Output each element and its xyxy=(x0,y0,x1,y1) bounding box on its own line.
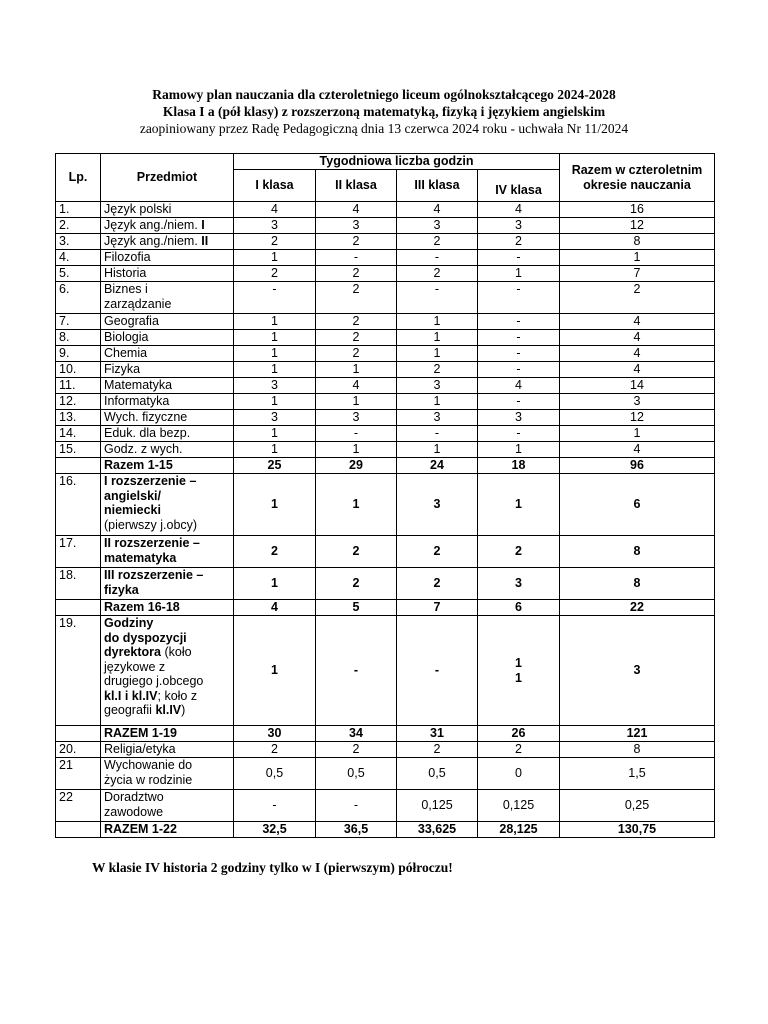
row-class-4 xyxy=(478,616,560,726)
subtotal-row xyxy=(56,600,715,616)
row-class-4: 3 xyxy=(478,410,560,426)
subject-line1: Godziny xyxy=(104,616,154,630)
row-total: 121 xyxy=(560,726,715,742)
row-class-3: 3 xyxy=(397,410,478,426)
row-class-4: 1 xyxy=(478,474,560,536)
row-lp: 9. xyxy=(56,346,101,362)
table-row xyxy=(56,758,715,790)
row-class-2: 1 xyxy=(316,362,397,378)
document-title: Ramowy plan nauczania dla czteroletniego liceum ogólnokształcącego 2024-2028 xyxy=(152,87,616,102)
header-total-line1: Razem w czteroletnim xyxy=(571,163,703,177)
row-lp: 8. xyxy=(56,330,101,346)
table-row xyxy=(56,250,715,266)
row-total: 4 xyxy=(560,314,715,330)
subject-line3: dyrektora xyxy=(104,645,161,659)
row-class-1: 1 xyxy=(234,346,316,362)
row-lp: 19. xyxy=(56,616,101,726)
header-subject: Przedmiot xyxy=(101,154,234,202)
row-class-2: 3 xyxy=(316,410,397,426)
table-row xyxy=(56,394,715,410)
row-class-3: 24 xyxy=(397,458,478,474)
row-class-1: 1 xyxy=(234,474,316,536)
subject-line2: angielski/ xyxy=(104,488,161,503)
approval-note: zaopiniowany przez Radę Pedagogiczną dnia 13 czerwca 2024 roku - uchwała Nr 11/2024 xyxy=(139,121,629,136)
row-class-1: 1 xyxy=(234,616,316,726)
header-class-1: I klasa xyxy=(234,170,316,202)
subject-line7: geografii xyxy=(104,703,156,717)
subject-line1: I rozszerzenie – xyxy=(104,474,197,488)
row-subject: Filozofia xyxy=(101,250,234,266)
subject-level: II xyxy=(201,234,209,249)
row-class-1: 2 xyxy=(234,742,316,758)
row-class-2: 2 xyxy=(316,330,397,346)
table-row xyxy=(56,474,715,536)
row-total: 3 xyxy=(560,616,715,726)
table-row xyxy=(56,568,715,600)
row-class-1: 1 xyxy=(234,362,316,378)
row-class-2: 2 xyxy=(316,234,397,250)
row-lp xyxy=(56,600,101,616)
row-class-2: 2 xyxy=(316,282,397,314)
row-total: 8 xyxy=(560,536,715,568)
subject-line6-rest: ; koło z xyxy=(157,688,198,703)
row-lp: 10. xyxy=(56,362,101,378)
row-total: 2 xyxy=(560,282,715,314)
row-subject xyxy=(101,282,234,314)
row-lp: 14. xyxy=(56,426,101,442)
row-subject xyxy=(101,218,234,234)
row-class-1: 3 xyxy=(234,410,316,426)
row-class-4: 2 xyxy=(478,742,560,758)
row-class-4: 18 xyxy=(478,458,560,474)
subject-line7-bold: kl.IV xyxy=(155,703,182,717)
row-class-2: - xyxy=(316,790,397,822)
row-class-3: 2 xyxy=(397,536,478,568)
row-class-2: 3 xyxy=(316,218,397,234)
row-class-1: 1 xyxy=(234,250,316,266)
header-total-line2: okresie nauczania xyxy=(583,177,691,192)
row-subject xyxy=(101,536,234,568)
subject-line3-rest: (koło xyxy=(160,645,192,659)
row-lp xyxy=(56,822,101,838)
row-class-4: 26 xyxy=(478,726,560,742)
row-class-3: 1 xyxy=(397,314,478,330)
row-class-1: 1 xyxy=(234,442,316,458)
subject-line4: (pierwszy j.obcy) xyxy=(104,517,198,532)
row-class-2: - xyxy=(316,616,397,726)
subject-line2: fizyka xyxy=(104,582,139,597)
row-class-1: 1 xyxy=(234,314,316,330)
row-class-2: 29 xyxy=(316,458,397,474)
class4-value-1: 1 xyxy=(515,656,522,670)
row-total: 96 xyxy=(560,458,715,474)
subject-line2: zarządzanie xyxy=(104,296,172,311)
row-class-4: 28,125 xyxy=(478,822,560,838)
row-class-2: 5 xyxy=(316,600,397,616)
footnote: W klasie IV historia 2 godziny tylko w I (pierwszym) półroczu! xyxy=(92,860,453,875)
row-lp: 7. xyxy=(56,314,101,330)
subject-line1: Biznes i xyxy=(104,282,148,296)
subtotal-row xyxy=(56,458,715,474)
subject-line2: do dyspozycji xyxy=(104,630,187,645)
row-class-1: 1 xyxy=(234,568,316,600)
row-class-3: - xyxy=(397,282,478,314)
row-total: 130,75 xyxy=(560,822,715,838)
row-class-4: 4 xyxy=(478,378,560,394)
row-lp: 11. xyxy=(56,378,101,394)
row-class-3: 2 xyxy=(397,742,478,758)
subject-line5: drugiego j.obcego xyxy=(104,674,204,688)
subject-line7-end: ) xyxy=(181,703,186,717)
row-lp: 1. xyxy=(56,202,101,218)
row-class-2: 4 xyxy=(316,202,397,218)
row-class-2: 2 xyxy=(316,742,397,758)
row-class-4: - xyxy=(478,362,560,378)
row-class-1: 2 xyxy=(234,266,316,282)
row-class-4: - xyxy=(478,394,560,410)
header-class-2: II klasa xyxy=(316,170,397,202)
header-lp: Lp. xyxy=(56,154,101,202)
row-class-3: 1 xyxy=(397,330,478,346)
subject-line1: Doradztwo xyxy=(104,790,164,804)
table-row xyxy=(56,330,715,346)
row-class-1: 3 xyxy=(234,218,316,234)
row-class-4: - xyxy=(478,282,560,314)
row-total: 22 xyxy=(560,600,715,616)
table-row xyxy=(56,218,715,234)
row-subject xyxy=(101,790,234,822)
row-class-2: - xyxy=(316,250,397,266)
row-subject: Fizyka xyxy=(101,362,234,378)
row-lp: 4. xyxy=(56,250,101,266)
row-class-3: 1 xyxy=(397,394,478,410)
row-class-4: 1 xyxy=(478,266,560,282)
table-row xyxy=(56,378,715,394)
table-row xyxy=(56,536,715,568)
row-total: 4 xyxy=(560,362,715,378)
row-class-1: 1 xyxy=(234,394,316,410)
row-class-3: 3 xyxy=(397,378,478,394)
row-total: 4 xyxy=(560,330,715,346)
header-weekly-hours: Tygodniowa liczba godzin xyxy=(234,154,560,170)
row-class-4: 3 xyxy=(478,218,560,234)
row-class-4: 3 xyxy=(478,568,560,600)
row-class-1: 30 xyxy=(234,726,316,742)
table-row xyxy=(56,616,715,726)
subject-line4: językowe z xyxy=(104,659,166,674)
row-class-4: - xyxy=(478,314,560,330)
row-lp: 16. xyxy=(56,474,101,536)
row-class-2: 2 xyxy=(316,314,397,330)
subtotal-row xyxy=(56,726,715,742)
row-total: 14 xyxy=(560,378,715,394)
row-lp: 6. xyxy=(56,282,101,314)
table-row xyxy=(56,266,715,282)
table-row xyxy=(56,362,715,378)
row-class-4: 2 xyxy=(478,536,560,568)
row-subject: Historia xyxy=(101,266,234,282)
subject-line2: zawodowe xyxy=(104,804,164,819)
subject-line2: życia w rodzinie xyxy=(104,772,193,787)
row-lp xyxy=(56,458,101,474)
row-lp: 13. xyxy=(56,410,101,426)
subject-text: Język ang./niem. xyxy=(104,218,202,233)
row-subject xyxy=(101,568,234,600)
row-class-2: 2 xyxy=(316,266,397,282)
row-class-1: 4 xyxy=(234,202,316,218)
row-class-1: 1 xyxy=(234,426,316,442)
row-class-2: 1 xyxy=(316,442,397,458)
row-class-3: 2 xyxy=(397,234,478,250)
subject-line3: niemiecki xyxy=(104,503,161,517)
row-total: 12 xyxy=(560,410,715,426)
row-subject: Eduk. dla bezp. xyxy=(101,426,234,442)
row-class-1: 32,5 xyxy=(234,822,316,838)
row-class-2: 34 xyxy=(316,726,397,742)
row-total: 1,5 xyxy=(560,758,715,790)
table-row xyxy=(56,202,715,218)
row-class-4: 6 xyxy=(478,600,560,616)
row-class-3: 7 xyxy=(397,600,478,616)
subtotal-label: RAZEM 1-19 xyxy=(101,726,234,742)
row-class-3: - xyxy=(397,616,478,726)
row-class-2: - xyxy=(316,426,397,442)
row-lp xyxy=(56,726,101,742)
row-lp: 18. xyxy=(56,568,101,600)
row-class-3: 0,5 xyxy=(397,758,478,790)
row-class-2: 1 xyxy=(316,474,397,536)
curriculum-table xyxy=(55,153,715,838)
row-class-4: 2 xyxy=(478,234,560,250)
row-class-3: 2 xyxy=(397,362,478,378)
row-total: 7 xyxy=(560,266,715,282)
table-row xyxy=(56,426,715,442)
row-subject: Godz. z wych. xyxy=(101,442,234,458)
row-total: 8 xyxy=(560,234,715,250)
row-subject: Religia/etyka xyxy=(101,742,234,758)
row-class-3: 33,625 xyxy=(397,822,478,838)
row-class-1: 1 xyxy=(234,330,316,346)
row-total: 1 xyxy=(560,250,715,266)
row-total: 3 xyxy=(560,394,715,410)
row-class-2: 2 xyxy=(316,346,397,362)
row-lp: 15. xyxy=(56,442,101,458)
header-class-4: IV klasa xyxy=(478,170,560,202)
row-subject xyxy=(101,474,234,536)
row-class-3: - xyxy=(397,426,478,442)
subject-line1: Wychowanie do xyxy=(104,758,193,772)
row-total: 4 xyxy=(560,346,715,362)
row-class-4: 0,125 xyxy=(478,790,560,822)
table-row xyxy=(56,742,715,758)
row-lp: 20. xyxy=(56,742,101,758)
row-class-1: - xyxy=(234,282,316,314)
row-subject xyxy=(101,616,234,726)
row-class-4: - xyxy=(478,330,560,346)
row-class-3: 3 xyxy=(397,218,478,234)
row-class-3: 31 xyxy=(397,726,478,742)
row-class-3: 2 xyxy=(397,568,478,600)
table-row xyxy=(56,282,715,314)
subject-line1: II rozszerzenie – xyxy=(104,536,200,550)
row-class-2: 1 xyxy=(316,394,397,410)
row-class-1: 3 xyxy=(234,378,316,394)
row-subject: Język polski xyxy=(101,202,234,218)
row-total: 8 xyxy=(560,568,715,600)
row-lp: 5. xyxy=(56,266,101,282)
class4-value-2: 1 xyxy=(515,670,522,685)
subject-line2: matematyka xyxy=(104,550,177,565)
total-label: RAZEM 1-22 xyxy=(101,822,234,838)
row-class-3: 1 xyxy=(397,346,478,362)
row-class-1: 25 xyxy=(234,458,316,474)
table-row xyxy=(56,410,715,426)
row-class-4: 1 xyxy=(478,442,560,458)
row-class-1: - xyxy=(234,790,316,822)
subject-line6-bold: kl.I i kl.IV xyxy=(104,688,158,703)
row-lp: 3. xyxy=(56,234,101,250)
table-row xyxy=(56,314,715,330)
row-class-2: 36,5 xyxy=(316,822,397,838)
table-row xyxy=(56,790,715,822)
row-subject: Biologia xyxy=(101,330,234,346)
row-total: 0,25 xyxy=(560,790,715,822)
row-class-3: 1 xyxy=(397,442,478,458)
row-subject xyxy=(101,234,234,250)
row-class-4: - xyxy=(478,250,560,266)
row-subject: Matematyka xyxy=(101,378,234,394)
row-class-3: - xyxy=(397,250,478,266)
row-class-4: 0 xyxy=(478,758,560,790)
row-total: 4 xyxy=(560,442,715,458)
row-class-1: 2 xyxy=(234,234,316,250)
row-class-3: 3 xyxy=(397,474,478,536)
row-class-2: 4 xyxy=(316,378,397,394)
row-total: 1 xyxy=(560,426,715,442)
table-row xyxy=(56,442,715,458)
subject-text: Język ang./niem. xyxy=(104,234,202,249)
table-row xyxy=(56,346,715,362)
row-class-1: 4 xyxy=(234,600,316,616)
row-class-1: 0,5 xyxy=(234,758,316,790)
row-subject xyxy=(101,758,234,790)
row-class-4: - xyxy=(478,426,560,442)
row-total: 12 xyxy=(560,218,715,234)
table-row xyxy=(56,234,715,250)
subtotal-label: Razem 1-15 xyxy=(101,458,234,474)
row-subject: Geografia xyxy=(101,314,234,330)
row-lp: 2. xyxy=(56,218,101,234)
row-class-2: 0,5 xyxy=(316,758,397,790)
header-total xyxy=(560,154,715,202)
row-subject: Wych. fizyczne xyxy=(101,410,234,426)
row-class-2: 2 xyxy=(316,536,397,568)
row-lp: 17. xyxy=(56,536,101,568)
row-lp: 12. xyxy=(56,394,101,410)
row-subject: Informatyka xyxy=(101,394,234,410)
row-class-4: 4 xyxy=(478,202,560,218)
document-subtitle: Klasa I a (pół klasy) z rozszerzoną matematyką, fizyką i językiem angielskim xyxy=(162,104,606,119)
row-total: 16 xyxy=(560,202,715,218)
subject-line1: III rozszerzenie – xyxy=(104,568,204,582)
row-class-3: 4 xyxy=(397,202,478,218)
total-row xyxy=(56,822,715,838)
row-class-4: - xyxy=(478,346,560,362)
row-lp: 21 xyxy=(56,758,101,790)
row-class-3: 0,125 xyxy=(397,790,478,822)
row-total: 6 xyxy=(560,474,715,536)
row-class-3: 2 xyxy=(397,266,478,282)
row-subject: Chemia xyxy=(101,346,234,362)
row-total: 8 xyxy=(560,742,715,758)
subtotal-label: Razem 16-18 xyxy=(101,600,234,616)
header-class-3: III klasa xyxy=(397,170,478,202)
row-lp: 22 xyxy=(56,790,101,822)
row-class-2: 2 xyxy=(316,568,397,600)
row-class-1: 2 xyxy=(234,536,316,568)
subject-level: I xyxy=(201,218,205,233)
